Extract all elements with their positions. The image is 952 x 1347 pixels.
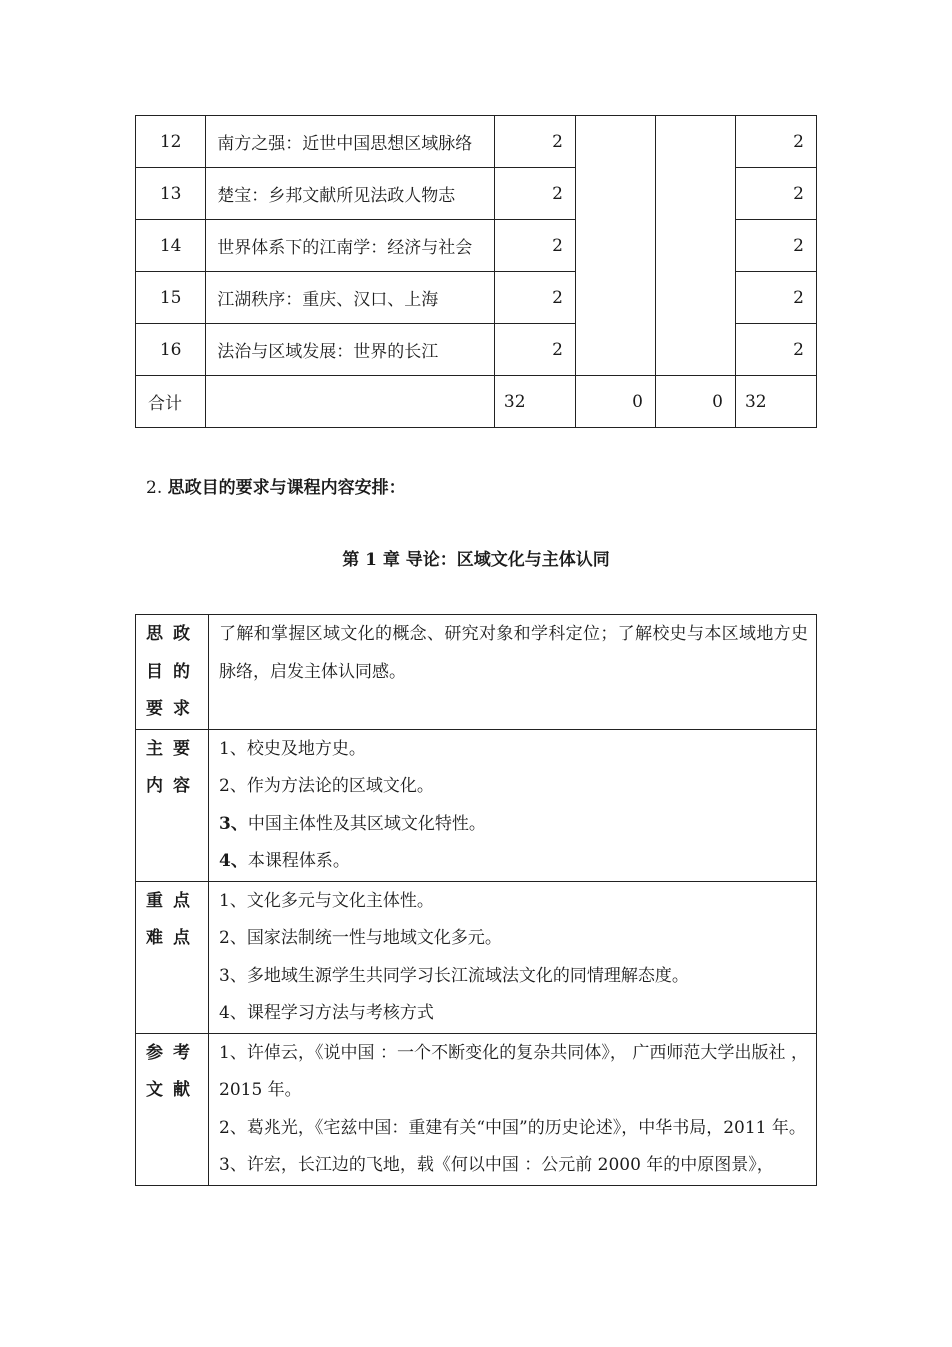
list-item: 4、课程学习方法与考核方式 bbox=[219, 1003, 434, 1023]
row-total: 2 bbox=[735, 220, 816, 272]
row-number: 16 bbox=[136, 324, 206, 376]
list-item: 3、许宏，长江边的飞地，载《何以中国 ：公元前 2000 年的中原图景》， bbox=[219, 1155, 774, 1175]
sum-col4: 0 bbox=[655, 376, 735, 428]
chapter-content-table bbox=[135, 614, 817, 1186]
main-content-row bbox=[136, 729, 817, 881]
references-list bbox=[209, 1033, 817, 1185]
row-title: 法治与区域发展：世界的长江 bbox=[206, 324, 495, 376]
table-sum-row bbox=[136, 376, 817, 428]
row-title: 楚宝：乡邦文献所见法政人物志 bbox=[206, 168, 495, 220]
row-number: 14 bbox=[136, 220, 206, 272]
section-heading bbox=[146, 473, 406, 498]
key-points-list bbox=[209, 881, 817, 1033]
chapter-title: 第 1 章 导论：区域文化与主体认同 bbox=[342, 550, 610, 570]
row-number: 15 bbox=[136, 272, 206, 324]
list-item: 1、校史及地方史。 bbox=[219, 738, 366, 759]
goal-row bbox=[136, 615, 817, 730]
key-points-label: 重 点 难点 bbox=[136, 881, 209, 1033]
row-total: 2 bbox=[735, 324, 816, 376]
row-hours: 2 bbox=[494, 324, 575, 376]
list-item: 4、本课程体系。 bbox=[219, 851, 350, 871]
goal-label: 思 政 目 的 要求 bbox=[136, 615, 209, 730]
list-item: 2、作为方法论的区域文化。 bbox=[219, 776, 434, 796]
sum-label: 合计 bbox=[136, 376, 206, 428]
section-title: 思政目的要求与课程内容安排： bbox=[167, 478, 406, 498]
sum-total: 32 bbox=[735, 376, 816, 428]
references-row bbox=[136, 1033, 817, 1185]
references-label: 参 考 文献 bbox=[136, 1033, 209, 1185]
section-number: 2. bbox=[146, 478, 163, 498]
row-title: 江湖秩序：重庆、汉口、上海 bbox=[206, 272, 495, 324]
row-hours: 2 bbox=[494, 220, 575, 272]
empty-column-3 bbox=[575, 116, 655, 376]
list-item: 2、国家法制统一性与地域文化多元。 bbox=[219, 928, 502, 948]
row-number: 13 bbox=[136, 168, 206, 220]
main-content-list bbox=[209, 729, 817, 881]
sum-col3: 0 bbox=[575, 376, 655, 428]
row-title: 南方之强：近世中国思想区域脉络 bbox=[206, 116, 495, 168]
empty-column-4 bbox=[655, 116, 735, 376]
list-item: 1、文化多元与文化主体性。 bbox=[219, 890, 434, 911]
row-total: 2 bbox=[735, 116, 816, 168]
sum-empty bbox=[206, 376, 495, 428]
course-schedule-table bbox=[135, 115, 817, 428]
list-item: 1、许倬云，《说中国 ：一个不断变化的复杂共同体》， 广西师范大学出版社 ，2015 年。 bbox=[219, 1042, 808, 1100]
table-row bbox=[136, 116, 817, 168]
list-item: 3、中国主体性及其区域文化特性。 bbox=[219, 813, 486, 834]
row-hours: 2 bbox=[494, 116, 575, 168]
row-number: 12 bbox=[136, 116, 206, 168]
sum-lecture: 32 bbox=[494, 376, 575, 428]
main-content-label: 主 要 内容 bbox=[136, 729, 209, 881]
row-total: 2 bbox=[735, 168, 816, 220]
row-total: 2 bbox=[735, 272, 816, 324]
list-item: 3、多地域生源学生共同学习长江流域法文化的同情理解态度。 bbox=[219, 965, 689, 986]
goal-text: 了解和掌握区域文化的概念、研究对象和学科定位；了解校史与本区域地方史脉络，启发主体认同感。 bbox=[209, 615, 817, 730]
key-points-row bbox=[136, 881, 817, 1033]
row-title: 世界体系下的江南学：经济与社会 bbox=[206, 220, 495, 272]
row-hours: 2 bbox=[494, 272, 575, 324]
row-hours: 2 bbox=[494, 168, 575, 220]
list-item: 2、葛兆光，《宅兹中国：重建有关“中国”的历史论述》，中华书局，2011 年。 bbox=[219, 1117, 806, 1138]
